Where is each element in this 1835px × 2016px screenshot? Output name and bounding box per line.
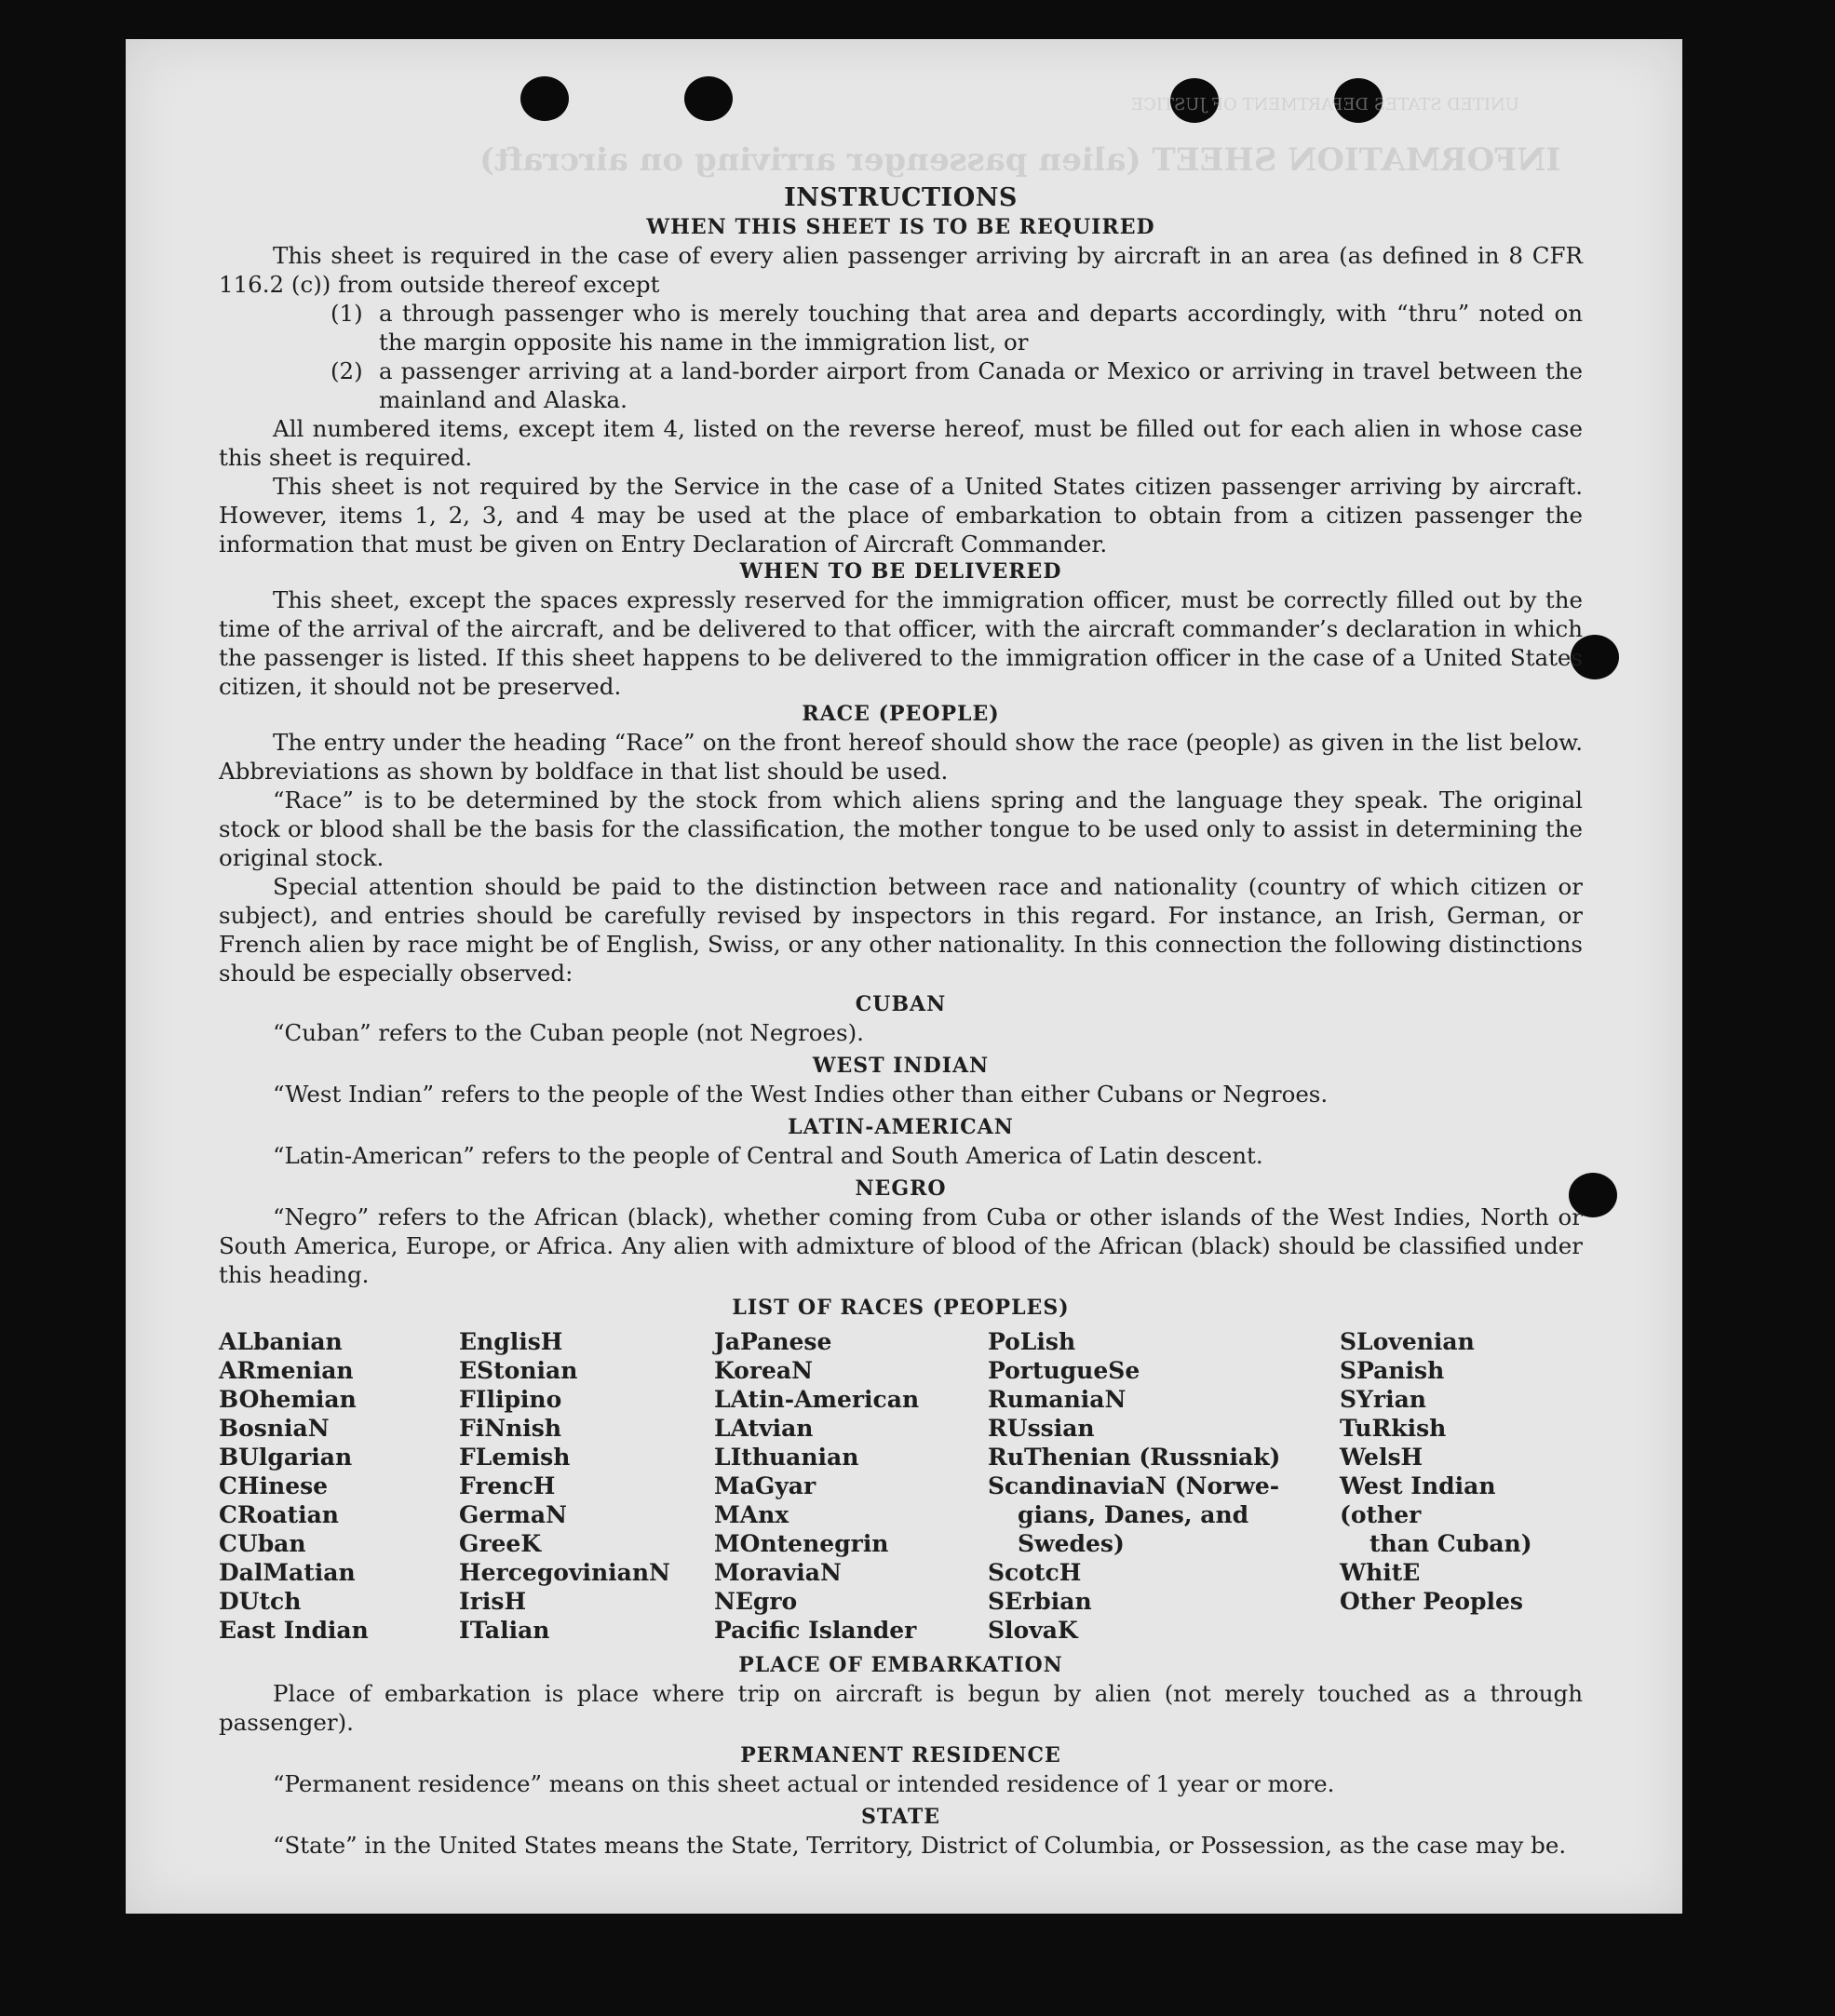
race-entry: KoreaN <box>714 1357 813 1384</box>
race-entry: FrencH <box>459 1472 556 1499</box>
race-entry: West Indian (other <box>1340 1472 1496 1528</box>
races-column-1 <box>219 1327 459 1645</box>
race-entry: LIthuanian <box>714 1444 859 1471</box>
latin-american-text: “Latin-American” refers to the people of Central and South America of Latin descent. <box>273 1142 1263 1169</box>
numbered-items-paragraph: All numbered items, except item 4, listed on the reverse hereof, must be filled out for each alien in whose case this sheet is required. <box>219 415 1583 471</box>
race-entry: FLemish <box>459 1444 571 1471</box>
citizen-paragraph: This sheet is not required by the Service in the case of a United States citizen passenger arriving by aircraft. However, items 1, 2, 3, and 4 may be used at the place of embarkation to obtain from a citizen passenger the information that must be given on Entry Declaration of Aircraft Commander. <box>219 473 1583 558</box>
race-entry: WelsH <box>1340 1444 1423 1471</box>
race-entry: GreeK <box>459 1530 542 1557</box>
heading-negro: NEGRO <box>855 1176 947 1201</box>
race-paragraph-2: “Race” is to be determined by the stock from which aliens spring and the language they speak. The original stock or blood shall be the basis for the classification, the mother tongue to be used only to assist in determining the original stock. <box>219 786 1583 871</box>
race-entry: MOntenegrin <box>714 1530 889 1557</box>
race-entry: MoraviaN <box>714 1559 842 1586</box>
when-required-intro: This sheet is required in the case of every alien passenger arriving by aircraft in an area (as defined in 8 CFR 116.2 (c)) from outside thereof except <box>219 242 1583 298</box>
race-entry: PoLish <box>988 1328 1076 1355</box>
negro-text: “Negro” refers to the African (black), whether coming from Cuba or other islands of the West Indies, North or South America, Europe, or Africa. Any alien with admixture of blood of the African (black) should be classified under this heading. <box>219 1203 1583 1288</box>
race-entry: IrisH <box>459 1588 527 1615</box>
cuban-text: “Cuban” refers to the Cuban people (not Negroes). <box>273 1019 864 1046</box>
races-column-4 <box>988 1327 1340 1645</box>
race-entry: SYrian <box>1340 1386 1426 1413</box>
bleed-through-agency: UNITED STATES DEPARTMENT OF JUSTICE <box>1131 95 1519 114</box>
race-paragraph-1: The entry under the heading “Race” on the front hereof should show the race (people) as given in the list below. Abbreviations as shown by boldface in that list should be used. <box>219 729 1583 785</box>
permanent-residence-text: “Permanent residence” means on this sheet actual or intended residence of 1 year or more. <box>273 1770 1335 1797</box>
race-entry: FIlipino <box>459 1386 562 1413</box>
race-paragraph-3: Special attention should be paid to the distinction between race and nationality (country of which citizen or subject), and entries should be carefully revised by inspectors in this regard. For instance, an Irish, German, or French alien by race might be of English, Swiss, or any other nationality. In this connection the following distinctions should be especially observed: <box>219 873 1583 987</box>
punch-hole <box>520 76 569 121</box>
race-entry: SLovenian <box>1340 1328 1475 1355</box>
race-entry: WhitE <box>1340 1559 1421 1586</box>
race-entry: ARmenian <box>219 1357 354 1384</box>
when-delivered-text: This sheet, except the spaces expressly reserved for the immigration officer, must be correctly filled out by the time of the arrival of the aircraft, and be delivered to that officer, with the aircraft commander’s declaration in which the passenger is listed. If this sheet happens to be delivered to the immigration officer in the case of a United States citizen, it should not be preserved. <box>219 586 1583 700</box>
exception-item <box>331 299 1583 356</box>
punch-hole <box>684 76 733 121</box>
race-entry-continuation: than Cuban) <box>1370 1530 1532 1557</box>
race-entry: CUban <box>219 1530 306 1557</box>
race-entry: RumaniaN <box>988 1386 1127 1413</box>
heading-permanent-residence: PERMANENT RESIDENCE <box>740 1743 1061 1767</box>
race-entry: Pacific Islander <box>714 1617 917 1644</box>
race-entry: LAtvian <box>714 1415 814 1442</box>
race-entry: PortugueSe <box>988 1357 1140 1384</box>
races-column-3 <box>714 1327 988 1645</box>
west-indian-text: “West Indian” refers to the people of the West Indies other than either Cubans or Negroes. <box>273 1081 1329 1108</box>
race-entry: FiNnish <box>459 1415 562 1442</box>
race-entry: DUtch <box>219 1588 302 1615</box>
race-entry: EnglisH <box>459 1328 563 1355</box>
race-entry: NEgro <box>714 1588 798 1615</box>
heading-list-of-races: LIST OF RACES (PEOPLES) <box>732 1296 1070 1320</box>
race-entry: JaPanese <box>714 1328 832 1355</box>
heading-state: STATE <box>860 1805 941 1829</box>
race-entry: CRoatian <box>219 1501 339 1528</box>
race-entry: LAtin-American <box>714 1386 920 1413</box>
race-entry: SPanish <box>1340 1357 1445 1384</box>
race-entry: CHinese <box>219 1472 329 1499</box>
heading-when-required: WHEN THIS SHEET IS TO BE REQUIRED <box>646 215 1155 239</box>
heading-cuban: CUBAN <box>855 992 947 1016</box>
race-entry: ALbanian <box>219 1328 343 1355</box>
bleed-through-title: INFORMATION SHEET (alien passenger arriving on aircraft) <box>479 141 1561 179</box>
exception-item <box>331 356 1583 414</box>
race-entry: East Indian <box>219 1617 369 1644</box>
exception-text: a passenger arriving at a land-border airport from Canada or Mexico or arriving in travel between the mainland and Alaska. <box>379 357 1583 413</box>
instructions-content <box>219 140 1583 1860</box>
heading-race: RACE (PEOPLE) <box>802 702 1000 726</box>
race-entry: HercegovinianN <box>459 1559 670 1586</box>
races-column-5 <box>1340 1327 1582 1645</box>
exception-text: a through passenger who is merely touching that area and departs accordingly, with “thru” noted on the margin opposite his name in the immigration list, or <box>379 300 1583 356</box>
race-entry: ITalian <box>459 1617 550 1644</box>
exception-number: (2) <box>331 357 363 384</box>
race-entry: RuThenian (Russniak) <box>988 1444 1281 1471</box>
race-entry: EStonian <box>459 1357 578 1384</box>
place-of-embarkation-text: Place of embarkation is place where trip on aircraft is begun by alien (not merely touched as a through passenger). <box>219 1680 1583 1736</box>
page-title: INSTRUCTIONS <box>784 183 1018 212</box>
race-entry: GermaN <box>459 1501 567 1528</box>
exception-number: (1) <box>331 300 363 327</box>
document-page <box>126 39 1682 1914</box>
heading-west-indian: WEST INDIAN <box>812 1054 990 1078</box>
races-list <box>219 1327 1583 1645</box>
race-entry-continuation: gians, Danes, and <box>1018 1501 1249 1528</box>
race-entry: SlovaK <box>988 1617 1078 1644</box>
race-entry: MaGyar <box>714 1472 816 1499</box>
state-text: “State” in the United States means the State, Territory, District of Columbia, or Possession, as the case may be. <box>273 1832 1567 1859</box>
race-entry: RUssian <box>988 1415 1095 1442</box>
race-entry: BUlgarian <box>219 1444 353 1471</box>
race-entry: ScotcH <box>988 1559 1082 1586</box>
race-entry: MAnx <box>714 1501 789 1528</box>
heading-place-of-embarkation: PLACE OF EMBARKATION <box>738 1653 1063 1677</box>
race-entry: BosniaN <box>219 1415 330 1442</box>
heading-when-delivered: WHEN TO BE DELIVERED <box>739 559 1062 584</box>
race-entry: TuRkish <box>1340 1415 1447 1442</box>
race-entry: SErbian <box>988 1588 1092 1615</box>
heading-latin-american: LATIN-AMERICAN <box>788 1115 1014 1139</box>
races-column-2 <box>459 1327 714 1645</box>
race-entry: Other Peoples <box>1340 1588 1523 1615</box>
race-entry: ScandinaviaN (Norwe- <box>988 1472 1280 1499</box>
race-entry-continuation: Swedes) <box>1018 1530 1125 1557</box>
race-entry: BOhemian <box>219 1386 357 1413</box>
race-entry: DalMatian <box>219 1559 356 1586</box>
